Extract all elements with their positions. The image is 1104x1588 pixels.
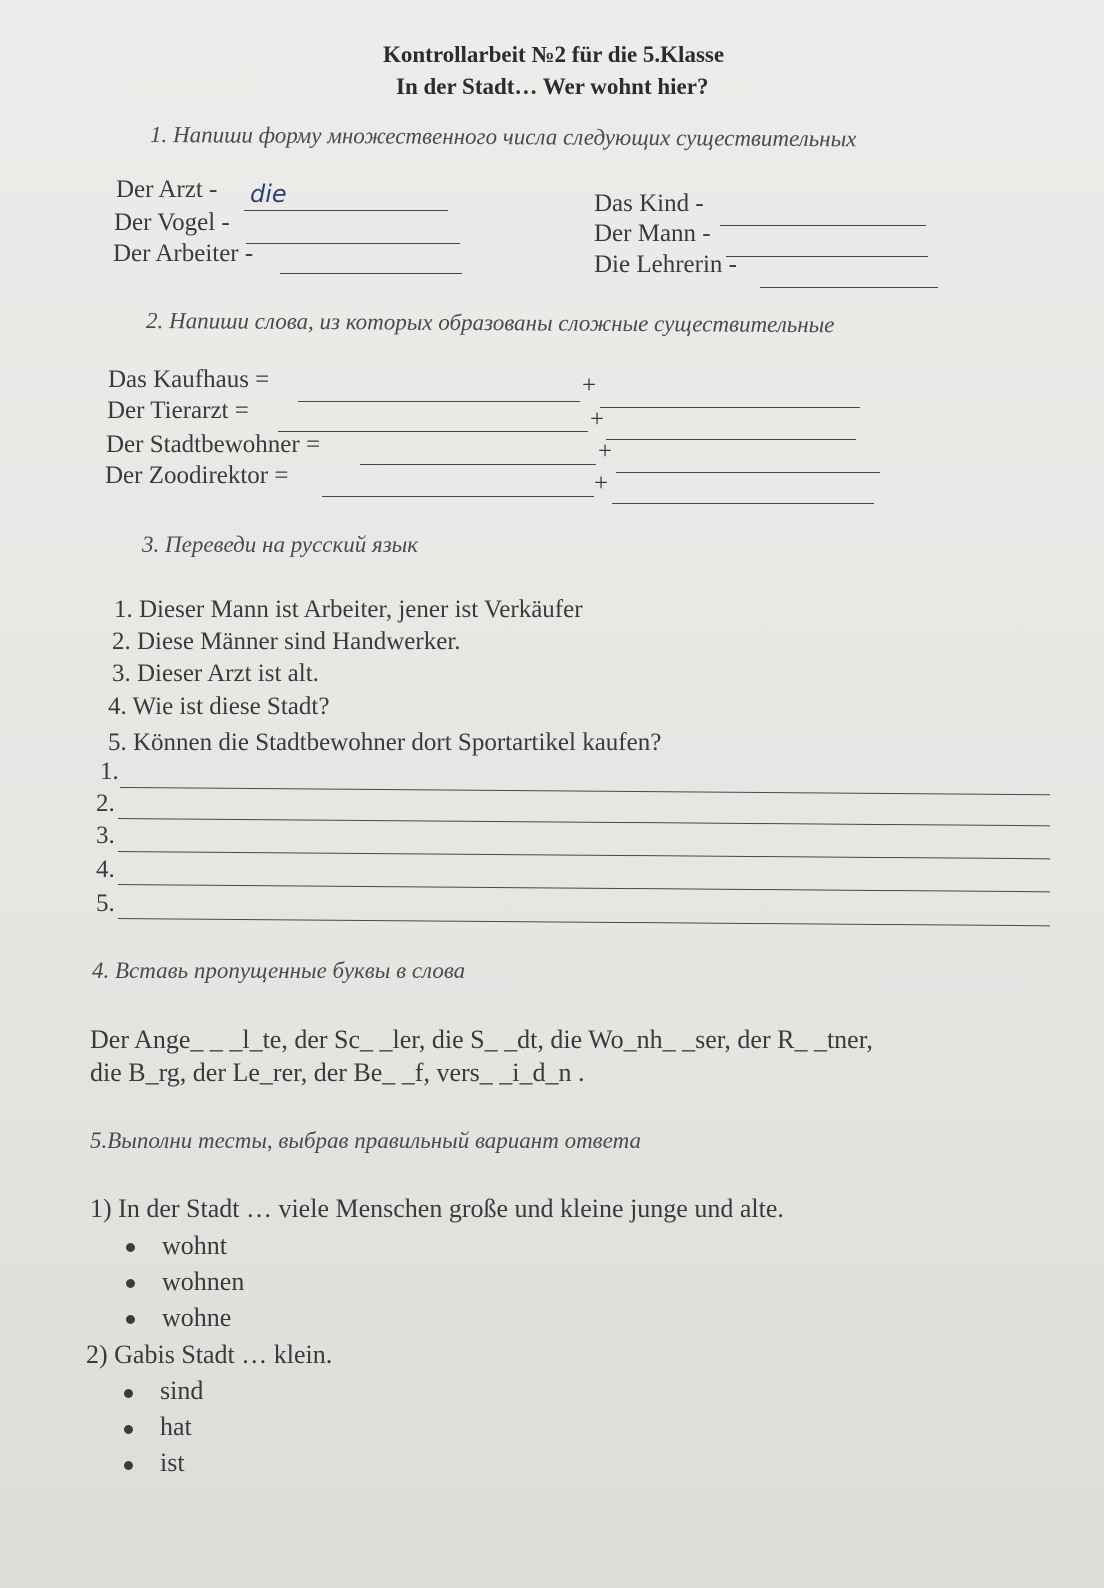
question-1: 1) In der Stadt … viele Menschen große und kleine junge und alte. (90, 1194, 784, 1223)
answer-line (720, 225, 926, 226)
task1-heading: 1. Напиши форму множественного числа следующих существительных (149, 122, 857, 152)
question-2: 2) Gabis Stadt … klein. (86, 1340, 333, 1369)
answer-line (322, 496, 594, 497)
answer-line (280, 273, 462, 274)
answer-line (278, 431, 588, 432)
bullet-icon (126, 1243, 135, 1252)
answer-line (606, 439, 856, 440)
bullet-icon (124, 1425, 133, 1434)
sentence-1: 1. Dieser Mann ist Arbeiter, jener ist Verkäufer (114, 596, 583, 623)
sentence-3: 3. Dieser Arzt ist alt. (112, 660, 319, 687)
answer-number-5: 5. (96, 890, 115, 917)
gap-fill-line-1: Der Ange_ _ _l_te, der Sc_ _ler, die S_ _dt, die Wo_nh_ _ser, der R_ _tner, (90, 1025, 873, 1054)
bullet-icon (124, 1389, 133, 1398)
answer-line (118, 818, 1050, 826)
task1-left-item-3: Der Arbeiter - (113, 240, 254, 267)
answer-line (600, 407, 860, 408)
answer-line (612, 503, 874, 504)
bullet-icon (126, 1279, 135, 1288)
q2-option-2: hat (160, 1412, 192, 1441)
q1-option-2: wohnen (162, 1267, 245, 1296)
answer-line (298, 401, 580, 402)
plus-sign: + (590, 406, 605, 433)
answer-line (360, 464, 596, 465)
task2-item-4: Der Zoodirektor = (105, 462, 289, 489)
task2-item-1: Das Kaufhaus = (108, 366, 270, 393)
gap-fill-line-2: die B_rg, der Le_rer, der Be_ _f, vers_ _i_d_n . (90, 1058, 585, 1087)
task1-right-item-2: Der Mann - (594, 220, 711, 247)
answer-line (246, 243, 460, 244)
answer-number-1: 1. (100, 758, 119, 785)
plus-sign: + (582, 372, 597, 399)
task1-left-item-1: Der Arzt - (116, 176, 218, 203)
q2-option-3: ist (160, 1448, 185, 1477)
answer-line (118, 918, 1050, 926)
task2-heading: 2. Напиши слова, из которых образованы сложные существительные (145, 308, 835, 338)
sentence-2: 2. Diese Männer sind Handwerker. (112, 628, 461, 655)
sentence-4: 4. Wie ist diese Stadt? (108, 693, 330, 720)
answer-line (244, 210, 448, 211)
answer-line (120, 787, 1050, 795)
q2-option-1: sind (160, 1376, 204, 1405)
plus-sign: + (598, 438, 613, 465)
task1-right-item-3: Die Lehrerin - (594, 251, 737, 278)
answer-line (118, 851, 1050, 859)
answer-line (616, 472, 880, 473)
answer-number-3: 3. (96, 822, 115, 849)
answer-number-2: 2. (96, 790, 115, 817)
task1-right-item-1: Das Kind - (594, 190, 704, 217)
task2-item-3: Der Stadtbewohner = (106, 431, 321, 458)
plus-sign: + (594, 470, 609, 497)
task2-item-2: Der Tierarzt = (107, 397, 249, 424)
answer-line (760, 287, 938, 288)
answer-number-4: 4. (96, 856, 115, 883)
sentence-5: 5. Können die Stadtbewohner dort Sportartikel kaufen? (108, 729, 662, 756)
task4-heading: 4. Вставь пропущенные буквы в слова (92, 958, 466, 983)
answer-line (118, 884, 1050, 892)
answer-line (726, 256, 928, 257)
q1-option-1: wohnt (162, 1231, 227, 1260)
bullet-icon (126, 1315, 135, 1324)
bullet-icon (124, 1461, 133, 1470)
title-line-2: In der Stadt… Wer wohnt hier? (396, 74, 709, 99)
title-line-1: Kontrollarbeit №2 für die 5.Klasse (383, 42, 725, 67)
q1-option-3: wohne (162, 1303, 232, 1332)
task3-heading: 3. Переведи на русский язык (142, 532, 419, 557)
handwritten-answer: die (250, 180, 287, 208)
task1-left-item-2: Der Vogel - (114, 209, 230, 236)
task5-heading: 5.Выполни тесты, выбрав правильный вариант ответа (90, 1128, 641, 1153)
